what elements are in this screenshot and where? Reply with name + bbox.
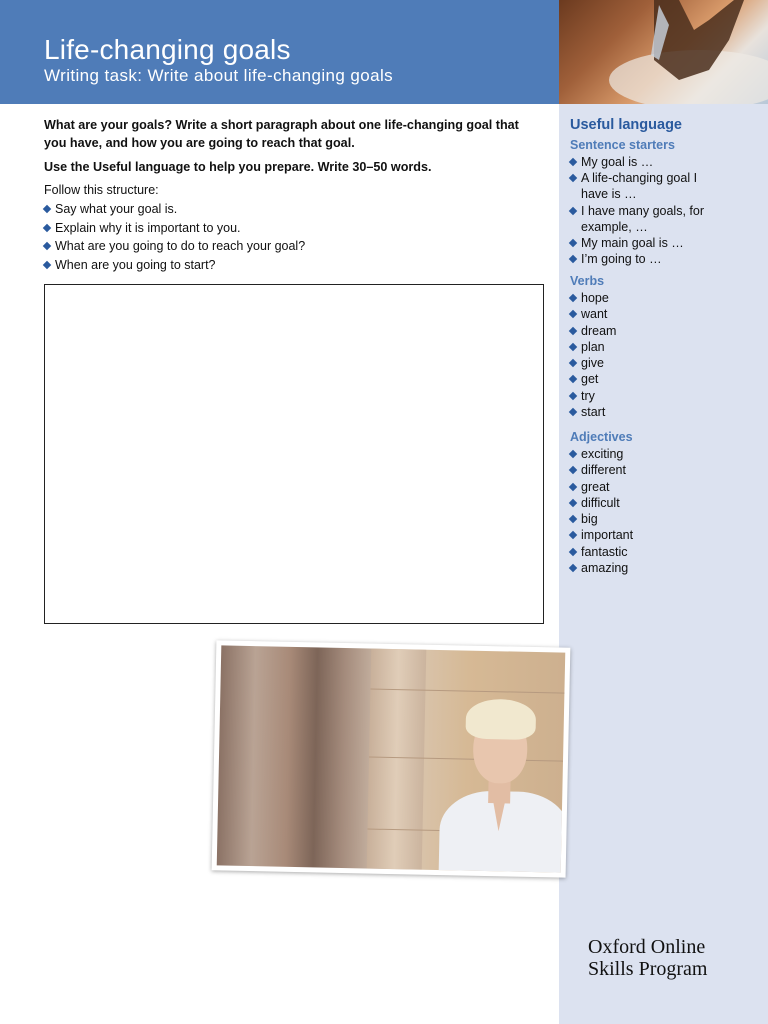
verbs-list (570, 290, 616, 420)
logo-line-2: Skills Program (588, 958, 708, 980)
list-item: My goal is … (570, 154, 710, 170)
diamond-bullet-icon (569, 391, 577, 399)
list-item: important (570, 527, 633, 543)
list-item: difficult (570, 495, 633, 511)
logo-line-1: Oxford Online (588, 936, 706, 958)
diamond-bullet-icon (569, 466, 577, 474)
diamond-bullet-icon (569, 499, 577, 507)
diamond-bullet-icon (569, 450, 577, 458)
list-item: Say what your goal is. (44, 200, 305, 219)
page-title: Life-changing goals (44, 34, 291, 65)
list-item: different (570, 462, 633, 478)
photo-pillar (367, 649, 427, 870)
diamond-bullet-icon (569, 375, 577, 383)
adjectives-group (570, 430, 633, 576)
diamond-bullet-icon (569, 326, 577, 334)
diamond-bullet-icon (569, 206, 577, 214)
oxford-logo (588, 936, 707, 980)
photo-image (217, 645, 566, 872)
structure-label: Follow this structure: (44, 183, 159, 197)
list-item: great (570, 479, 633, 495)
diamond-bullet-icon (569, 547, 577, 555)
header-image (559, 0, 768, 104)
list-item: Explain why it is important to you. (44, 219, 305, 238)
useful-language-heading: Useful language (570, 117, 682, 133)
sentence-starters-list (570, 154, 710, 267)
diamond-bullet-icon (569, 343, 577, 351)
list-item: start (570, 404, 616, 420)
diamond-bullet-icon (569, 294, 577, 302)
sentence-starters-heading: Sentence starters (570, 138, 675, 152)
list-item: dream (570, 323, 616, 339)
verbs-heading: Verbs (570, 274, 605, 288)
woman-photo (212, 640, 571, 877)
adjectives-heading: Adjectives (570, 430, 633, 444)
diamond-bullet-icon (569, 255, 577, 263)
diamond-bullet-icon (569, 531, 577, 539)
list-item: What are you going to do to reach your goal? (44, 237, 305, 256)
diamond-bullet-icon (43, 205, 51, 213)
diamond-bullet-icon (569, 359, 577, 367)
list-item: I’m going to … (570, 251, 710, 267)
header-banner (0, 0, 559, 104)
list-item: I have many goals, for example, … (570, 203, 710, 235)
diamond-bullet-icon (43, 223, 51, 231)
header-photo-art (559, 0, 768, 104)
diamond-bullet-icon (569, 408, 577, 416)
diamond-bullet-icon (569, 482, 577, 490)
list-item: try (570, 388, 616, 404)
page-subtitle: Writing task: Write about life-changing goals (44, 66, 394, 85)
list-item: hope (570, 290, 616, 306)
task-instruction: Use the Useful language to help you prepare. Write 30–50 words. (44, 160, 432, 174)
list-item: A life-changing goal I have is … (570, 170, 710, 202)
verbs-group (570, 274, 616, 420)
list-item: want (570, 306, 616, 322)
diamond-bullet-icon (569, 158, 577, 166)
list-item: My main goal is … (570, 235, 710, 251)
list-item: fantastic (570, 544, 633, 560)
diamond-bullet-icon (569, 515, 577, 523)
task-intro: What are your goals? Write a short paragraph about one life-changing goal that you have, and how you are going to reach that goal. (44, 118, 519, 150)
useful-language-sidebar (559, 104, 768, 1024)
sentence-starters-group (570, 138, 710, 267)
writing-answer-box[interactable] (44, 284, 544, 624)
list-item: exciting (570, 446, 633, 462)
photo-hair (465, 699, 536, 740)
diamond-bullet-icon (43, 242, 51, 250)
list-item: give (570, 355, 616, 371)
list-item: get (570, 371, 616, 387)
list-item: When are you going to start? (44, 256, 305, 275)
diamond-bullet-icon (569, 239, 577, 247)
adjectives-list (570, 446, 633, 576)
list-item: big (570, 511, 633, 527)
diamond-bullet-icon (43, 260, 51, 268)
diamond-bullet-icon (569, 310, 577, 318)
structure-steps-list (44, 200, 305, 274)
list-item: plan (570, 339, 616, 355)
diamond-bullet-icon (569, 564, 577, 572)
diamond-bullet-icon (569, 174, 577, 182)
list-item: amazing (570, 560, 633, 576)
